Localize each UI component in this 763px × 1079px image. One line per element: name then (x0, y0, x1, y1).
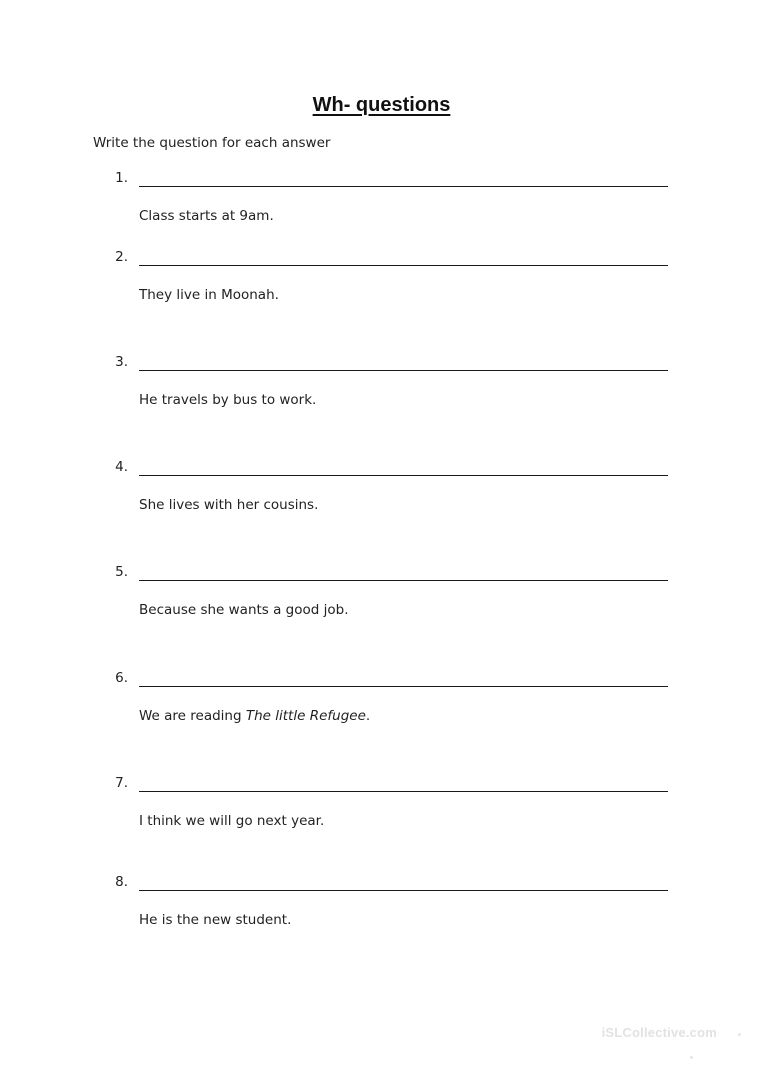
answer-text: He is the new student. (139, 912, 292, 928)
question-item-5 (0, 564, 763, 624)
question-answer-line[interactable] (139, 686, 668, 687)
item-number: 8. (115, 874, 128, 890)
question-answer-line[interactable] (139, 791, 668, 792)
answer-text: They live in Moonah. (139, 287, 279, 303)
question-item-1 (0, 170, 763, 230)
instructions: Write the question for each answer (93, 135, 331, 151)
question-answer-line[interactable] (139, 580, 668, 581)
question-answer-line[interactable] (139, 370, 668, 371)
item-number: 4. (115, 459, 128, 475)
question-answer-line[interactable] (139, 475, 668, 476)
answer-suffix: . (365, 708, 371, 724)
question-item-7 (0, 775, 763, 835)
item-number: 2. (115, 249, 128, 265)
answer-text: She lives with her cousins. (139, 497, 319, 513)
question-item-2 (0, 249, 763, 309)
question-answer-line[interactable] (139, 186, 668, 187)
question-item-3 (0, 354, 763, 414)
question-item-6 (0, 670, 763, 730)
watermark-dot (690, 1056, 693, 1059)
answer-text (139, 708, 370, 724)
answer-text: He travels by bus to work. (139, 392, 317, 408)
item-number: 5. (115, 564, 128, 580)
answer-text: I think we will go next year. (139, 813, 325, 829)
question-answer-line[interactable] (139, 265, 668, 266)
item-number: 7. (115, 775, 128, 791)
item-number: 6. (115, 670, 128, 686)
item-number: 1. (115, 170, 128, 186)
question-item-8 (0, 874, 763, 934)
answer-text: Because she wants a good job. (139, 602, 349, 618)
question-item-4 (0, 459, 763, 519)
answer-prefix: We are reading (139, 708, 246, 724)
watermark-dot (738, 1033, 741, 1036)
item-number: 3. (115, 354, 128, 370)
watermark: iSLCollective.com (601, 1025, 717, 1040)
page-title: Wh- questions (312, 94, 451, 116)
question-answer-line[interactable] (139, 890, 668, 891)
book-title: The little Refugee (245, 708, 366, 724)
answer-text: Class starts at 9am. (139, 208, 274, 224)
